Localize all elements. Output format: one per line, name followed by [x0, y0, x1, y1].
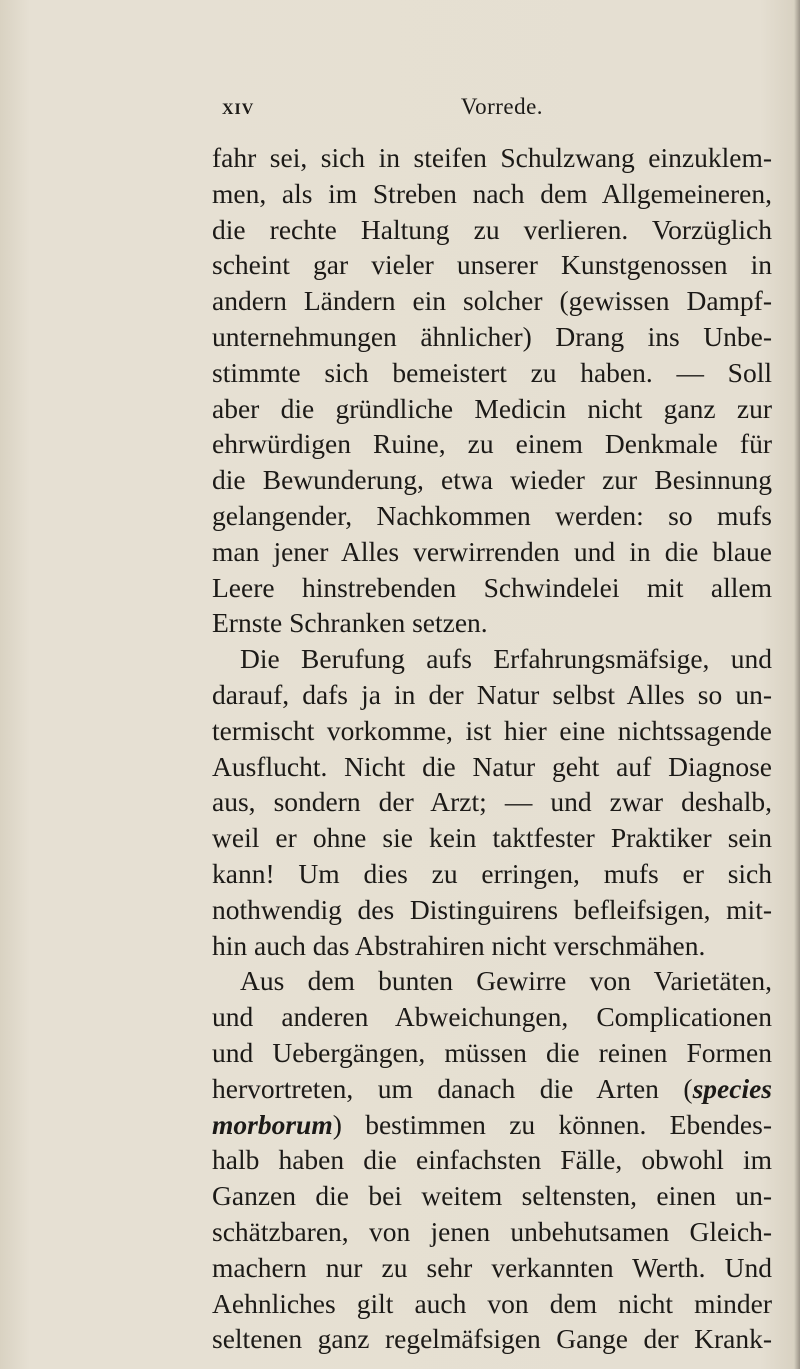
- italic-term: morborum: [212, 1108, 333, 1140]
- text-line: nothwendig des Distinguirens befleifsigen, mit-: [212, 893, 772, 925]
- text-line: Leere hinstrebenden Schwindelei mit allem: [212, 571, 772, 603]
- text-line: aus, sondern der Arzt; — und zwar deshalb,: [212, 786, 772, 818]
- text-line: gelangender, Nachkommen werden: so mufs: [212, 499, 772, 531]
- text-line: Ernste Schranken setzen.: [212, 607, 488, 639]
- text-line: scheint gar vieler unserer Kunstgenossen in: [212, 249, 772, 281]
- text-line: Die Berufung aufs Erfahrungsmäfsige, und: [240, 643, 772, 675]
- text-line: schätzbaren, von jenen unbehutsamen Gleich-: [212, 1215, 772, 1247]
- text-line: die rechte Haltung zu verlieren. Vorzüglich: [212, 213, 772, 245]
- text-line: aber die gründliche Medicin nicht ganz zur: [212, 392, 772, 424]
- text-line: weil er ohne sie kein taktfester Praktiker sein: [212, 822, 772, 854]
- text-line: termischt vorkomme, ist hier eine nichtssagende: [212, 714, 772, 746]
- page-edge-shadow: [794, 0, 800, 1369]
- text-line: Aehnliches gilt auch von dem nicht minder: [212, 1287, 772, 1319]
- text-line-with-italic: morborum) bestimmen zu können. Ebendes-: [212, 1108, 772, 1140]
- text-line: Aus dem bunten Gewirre von Varietäten,: [240, 965, 772, 997]
- italic-term: species: [692, 1072, 772, 1104]
- text-line: darauf, dafs ja in der Natur selbst Alles so un-: [212, 678, 772, 710]
- page-header: [0, 94, 800, 124]
- text-line: fahr sei, sich in steifen Schulzwang einzuklem-: [212, 142, 772, 173]
- text-line-with-italic: hervortreten, um danach die Arten (species: [212, 1072, 772, 1104]
- body-text: [212, 140, 772, 1357]
- text-line: und anderen Abweichungen, Complicationen: [212, 1001, 772, 1033]
- text-line: unternehmungen ähnlicher) Drang ins Unbe-: [212, 320, 772, 352]
- page-number: XIV: [222, 101, 255, 118]
- running-head: Vorrede.: [460, 94, 544, 119]
- text-line: Ganzen die bei weitem seltensten, einen un-: [212, 1180, 772, 1212]
- text-line: hin auch das Abstrahiren nicht verschmähen.: [212, 929, 706, 961]
- text-line: men, als im Streben nach dem Allgemeineren,: [212, 177, 772, 209]
- text-line: seltenen ganz regelmäfsigen Gange der Krank-: [212, 1323, 772, 1355]
- text-line: und Uebergängen, müssen die reinen Formen: [212, 1036, 772, 1068]
- text-line: machern nur zu sehr verkannten Werth. Und: [212, 1251, 772, 1283]
- text-line: kann! Um dies zu erringen, mufs er sich: [212, 857, 772, 889]
- text-line: man jener Alles verwirrenden und in die blaue: [212, 535, 772, 567]
- text-line: andern Ländern ein solcher (gewissen Dampf-: [212, 285, 772, 317]
- text-line: Ausflucht. Nicht die Natur geht auf Diagnose: [212, 750, 772, 782]
- text-line: halb haben die einfachsten Fälle, obwohl im: [212, 1144, 772, 1176]
- text-line: ehrwürdigen Ruine, zu einem Denkmale für: [212, 428, 772, 460]
- text-line: stimmte sich bemeistert zu haben. — Soll: [212, 356, 772, 388]
- text-line: die Bewunderung, etwa wieder zur Besinnung: [212, 464, 772, 496]
